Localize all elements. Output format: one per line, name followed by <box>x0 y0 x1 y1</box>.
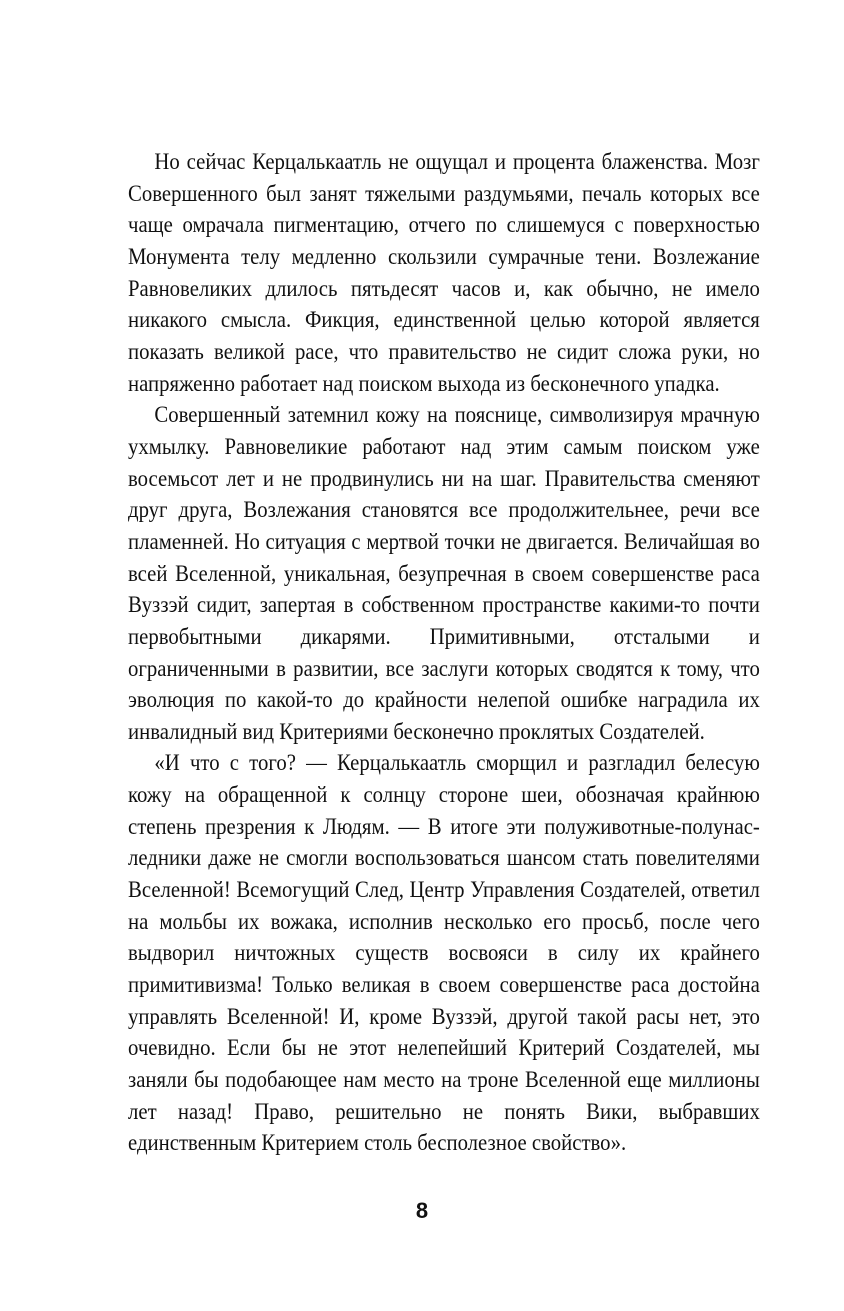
paragraph-1: Но сейчас Керцалькаатль не ощущал и процента блаженства. Мозг Совершенного был занят тяжелыми раздумьями, печаль которых все чаще омрачала пигментацию, отчего по слишемуся с поверхностью Монумента телу медленно скользили сумрачные тени. Возлежание Равновеликих длилось пятьдесят часов и, как обычно, не имело никакого смысла. Фикция, единственной целью которой является показать великой расе, что правительство не сидит сложа руки, но напряженно работает над поиском выхода из бесконечного упадка. <box>128 149 760 397</box>
paragraph-2: Совершенный затемнил кожу на пояснице, символизируя мрачную ухмылку. Равновеликие работают над этим самым поиском уже восемьсот лет и не продвинулись ни на шаг. Правительства сменяют друг друга, Возлежания становятся все продолжительнее, речи все пламенней. Но ситуация с мертвой точки не двигается. Величайшая во всей Вселенной, уникальная, безупречная в своем совершенстве раса Вуззэй сидит, запертая в собственном пространстве какими-то почти первобытными дикарями. Примитивными, отсталыми и ограниченными в развитии, все заслуги которых сводятся к тому, что эволюция по какой-то до крайности нелепой ошибке наградила их инвалидный вид Критериями бесконечно проклятых Создателей. <box>128 402 760 745</box>
page-body <box>128 147 760 1160</box>
page-number: 8 <box>415 1198 429 1223</box>
paragraph-3: «И что с того? — Керцалькаатль сморщил и разгладил белесую кожу на обращенной к солнцу стороне шеи, обозначая крайнюю степень презрения к Людям. — В итоге эти полуживотные-полунаследники даже не смогли воспользоваться шансом стать повелителями Вселенной! Всемогущий След, Центр Управления Создателей, ответил на мольбы их вожака, исполнив несколько его просьб, после чего выдворил ничтожных существ восвояси в силу их крайнего примитивизма! Только великая в своем совершенстве раса достойна управлять Вселенной! И, кроме Вуззэй, другой такой расы нет, это очевидно. Если бы не этот нелепейший Критерий Создателей, мы заняли бы подобающее нам место на троне Вселенной еще миллионы лет назад! Право, решительно не понять Вики, выбравших единственным Критерием столь бесполезное свойство». <box>128 750 760 1157</box>
